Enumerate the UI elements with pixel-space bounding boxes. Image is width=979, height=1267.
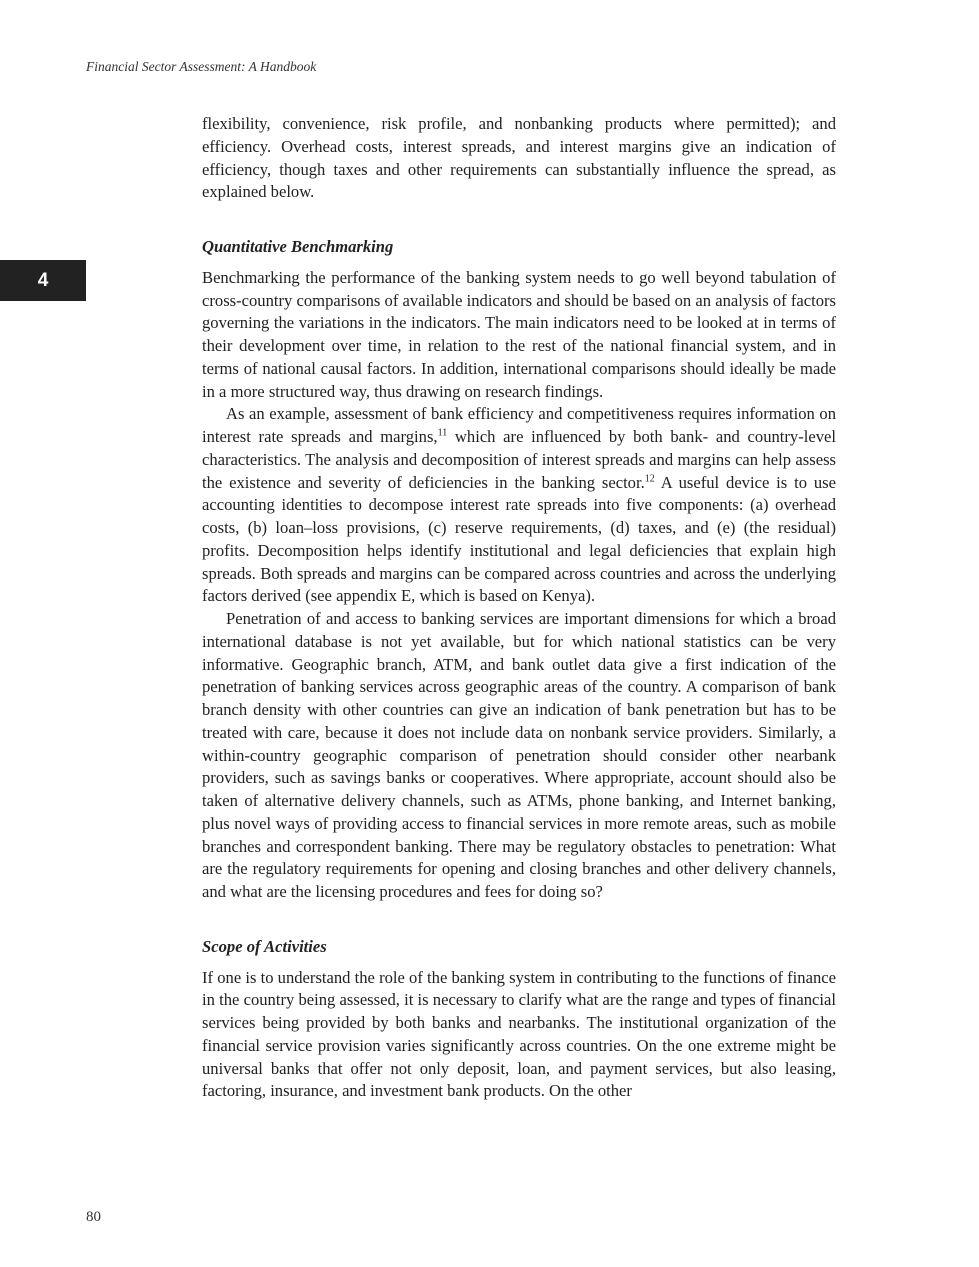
paragraph-scope: If one is to understand the role of the banking system in contributing to the functions of finance in the country being assessed, it is necessary to clarify what are the range and types of financial services being provided by both banks and nearbanks. The institutional organization of the financial service provision varies significantly across countries. On the one extreme might be universal banks that offer not only deposit, loan, and payment services, but also leasing, factoring, insurance, and investment bank products. On the other [202,967,836,1101]
section-heading-scope: Scope of Activities [202,936,327,956]
body-text [202,113,836,1103]
paragraph-efficiency-example [202,403,836,608]
text-run: which are influenced by both bank- and country-level characteristics. The analysis and decomposition of interest spreads and margins can help assess the existence and severity of deficiencies in the banking sector. [202,427,836,492]
chapter-number: 4 [37,269,49,291]
page-number: 80 [86,1209,101,1225]
running-header: Financial Sector Assessment: A Handbook [86,59,317,74]
footnote-ref-12: 12 [644,472,655,484]
chapter-tab [0,260,86,301]
footnote-ref-11: 11 [437,427,448,439]
paragraph-penetration: Penetration of and access to banking services are important dimensions for which a broad international database is not yet available, but for which national statistics can be very informative. Geographic branch, ATM, and bank outlet data give a first indication of the penetration of banking services across geographic areas of the country. A comparison of bank branch density with other countries can give an indication of bank penetration but has to be treated with care, because it does not include data on nonbank service providers. Similarly, a within-country geographic comparison of penetration should consider other nearbank providers, such as savings banks or cooperatives. Where appropriate, account should also be taken of alternative delivery channels, such as ATMs, phone banking, and Internet banking, plus novel ways of providing access to financial services in more remote areas, such as mobile branches and correspondent banking. There may be regulatory obstacles to penetration: What are the regulatory requirements for opening and closing branches and other delivery channels, and what are the licensing procedures and fees for doing so? [202,609,836,901]
text-run: As an example, assessment of bank efficiency and competitiveness requires information on interest rate spreads and margins, [202,404,836,446]
section-heading-quantitative: Quantitative Benchmarking [202,237,394,256]
text-run: A useful device is to use accounting identities to decompose interest rate spreads into five components: (a) overhead costs, (b) loan–loss provisions, (c) reserve requirements, (d) taxes, and (e) (the residual) profits. Decomposition helps identify institutional and legal deficiencies that explain high spreads. Both spreads and margins can be compared across countries and across the underlying factors derived (see appendix E, which is based on Kenya). [202,472,836,606]
paragraph-continued: flexibility, convenience, risk profile, and nonbanking products where permitted); and efficiency. Overhead costs, interest spreads, and interest margins give an indication of efficiency, though taxes and other requirements can substantially influence the spread, as explained below. [202,114,836,202]
paragraph-benchmarking: Benchmarking the performance of the banking system needs to go well beyond tabulation of cross-country comparisons of available indicators and should be based on an analysis of factors governing the variations in the indicators. The main indicators need to be looked at in terms of their development over time, in relation to the rest of the national financial system, and in terms of national causal factors. In addition, international comparisons should ideally be made in a more structured way, thus drawing on research findings. [202,267,836,401]
